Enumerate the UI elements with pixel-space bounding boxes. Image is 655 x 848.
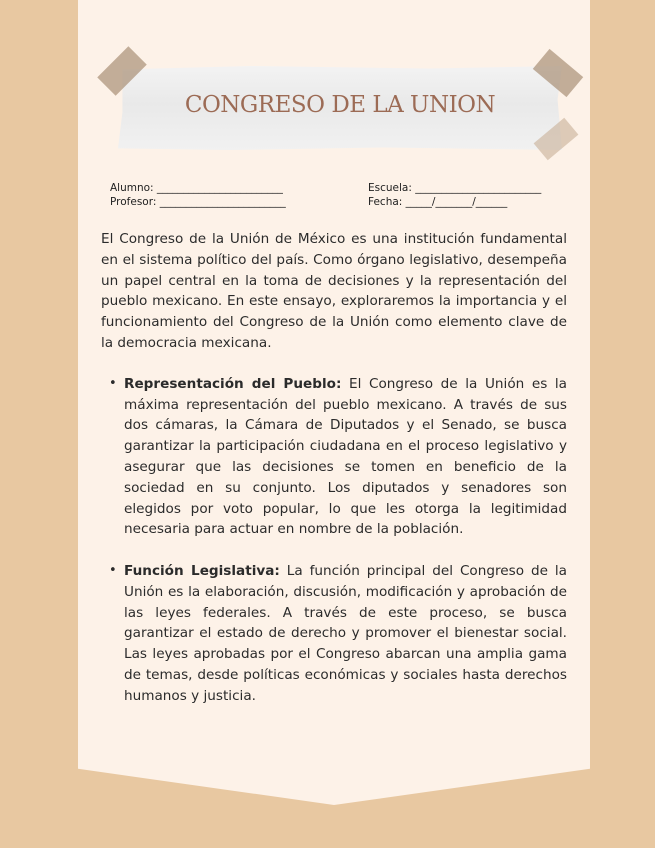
- list-item: [124, 374, 567, 540]
- bullet-text: La función principal del Congreso de la Unión es la elaboración, discusión, modificación y aprobación de las leyes federales. A través de este proceso, se busca garantizar el estado de derecho y promover el bienestar social. Las leyes aprobadas por el Congreso abarcan una amplia gama de temas, desde políticas económicas y sociales hasta derechos humanos y justicia.: [124, 562, 567, 704]
- bullet-list: [101, 374, 567, 707]
- intro-paragraph: El Congreso de la Unión de México es una institución fundamental en el sistema político del país. Como órgano legislativo, desempeña un papel central en la toma de decisiones y la representación del pueblo mexicano. En este ensayo, exploraremos la importancia y el funcionamiento del Congreso de la Unión como elemento clave de la democracia mexicana.: [101, 231, 567, 351]
- student-info: [110, 181, 286, 209]
- essay-body: [101, 229, 567, 727]
- school-info: [368, 181, 541, 209]
- bullet-heading: Función Legislativa:: [124, 562, 280, 579]
- alumno-field: Alumno: ________________________: [110, 182, 283, 194]
- profesor-field: Profesor: ________________________: [110, 196, 286, 208]
- list-item: [124, 561, 567, 707]
- bullet-text: El Congreso de la Unión es la máxima representación del pueblo mexicano. A través de sus dos cámaras, la Cámara de Diputados y el Senado, se busca garantizar la participación ciudadana en el proceso legislativo y asegurar que las decisiones se tomen en beneficio de la sociedad en su conjunto. Los diputados y senadores son elegidos por voto popular, lo que les otorga la legitimidad necesaria para actuar en nombre de la población.: [124, 375, 567, 538]
- bullet-heading: Representación del Pueblo:: [124, 375, 342, 392]
- escuela-field: Escuela: ________________________: [368, 182, 542, 194]
- fecha-field: Fecha: _____/_______/______: [368, 196, 508, 208]
- page-title: CONGRESO DE LA UNION: [184, 92, 496, 118]
